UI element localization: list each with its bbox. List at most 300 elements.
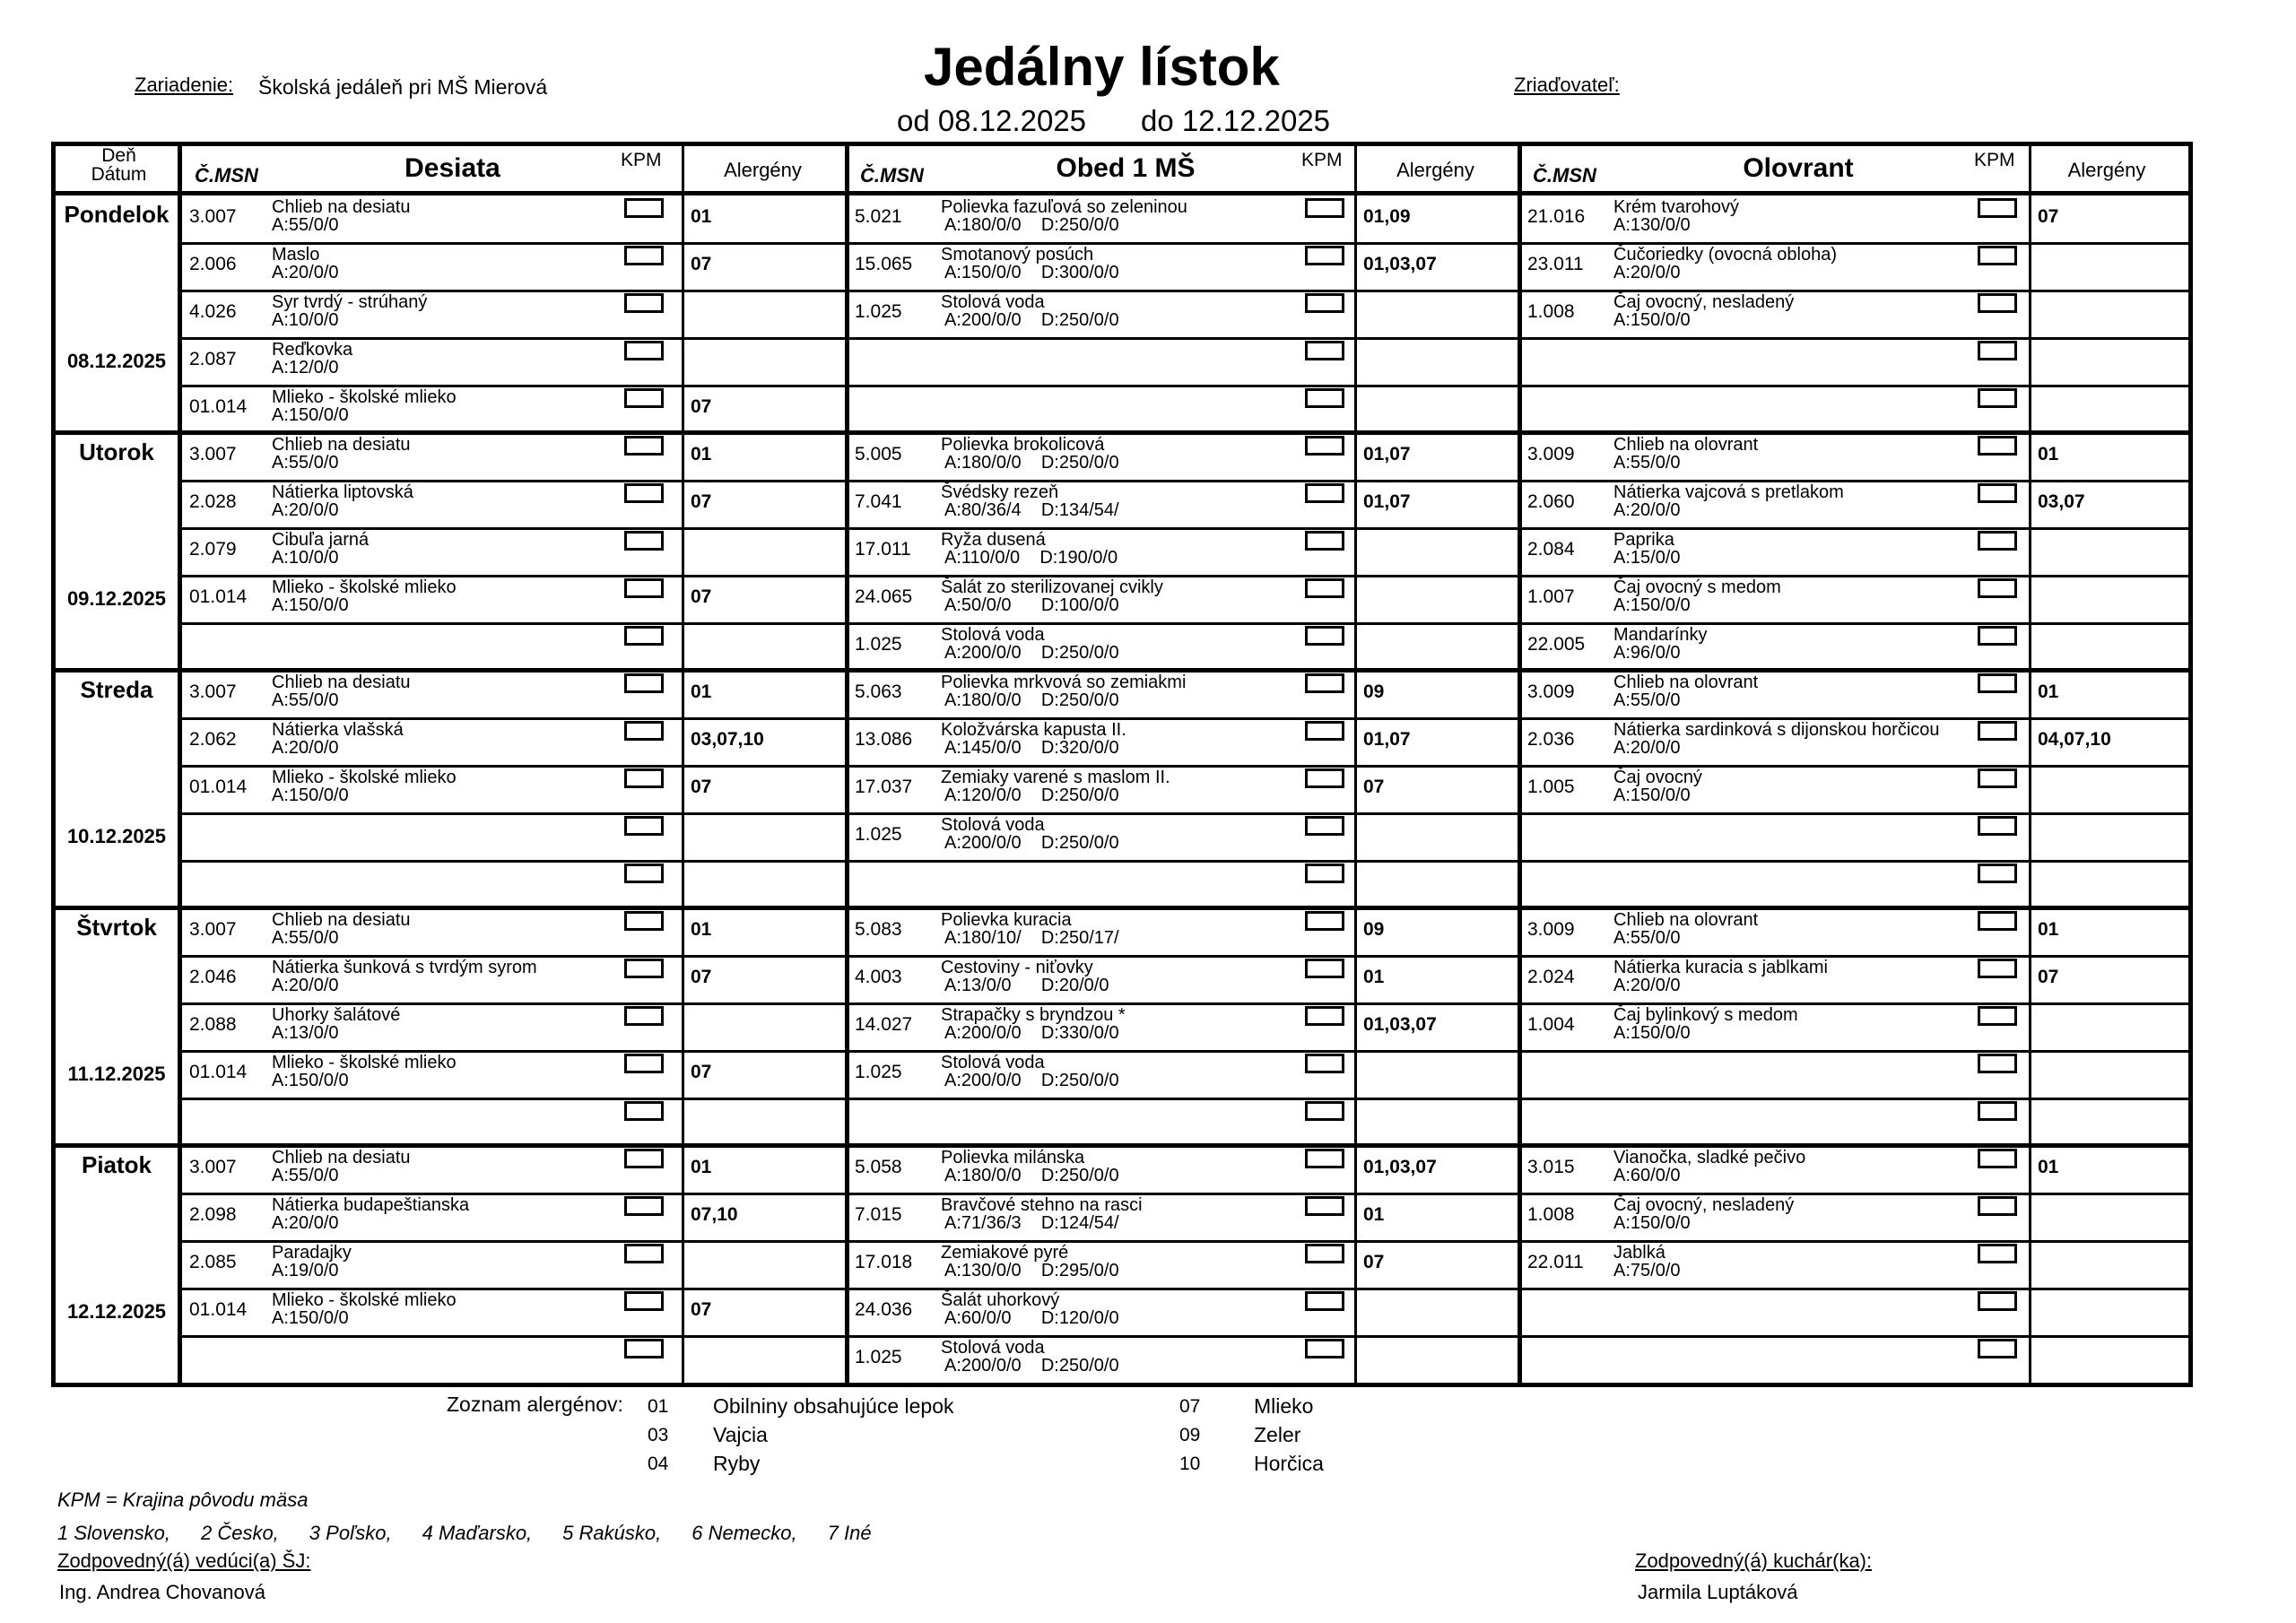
- item-portion: A:20/0/0: [272, 1213, 339, 1233]
- item-portion: A:150/0/0: [1613, 310, 1691, 330]
- menu-item: [1520, 1336, 2188, 1384]
- menu-item: [1520, 338, 2188, 386]
- item-name: Chlieb na olovrant: [1613, 910, 1759, 930]
- header-kpm: KPM: [1974, 150, 2015, 170]
- item-name: Chlieb na desiatu: [272, 673, 411, 692]
- menu-item: [848, 195, 1520, 243]
- menu-item: [848, 1098, 1520, 1146]
- item-name: Nátierka šunková s tvrdým syrom: [272, 958, 537, 977]
- kpm-checkbox[interactable]: [1305, 1244, 1344, 1263]
- menu-item: [848, 956, 1520, 1003]
- item-name: Chlieb na desiatu: [272, 910, 411, 930]
- item-name: Chlieb na desiatu: [272, 1148, 411, 1167]
- menu-item: [182, 1146, 848, 1193]
- item-allergens: 07: [1363, 777, 1385, 797]
- item-portion: A:19/0/0: [272, 1261, 339, 1280]
- header-meal-1: Obed 1 MŠ: [1056, 153, 1196, 183]
- allergen-code: 09: [1179, 1425, 1201, 1445]
- item-name: Polievka brokolicová: [941, 435, 1105, 455]
- kpm-checkbox[interactable]: [1305, 436, 1344, 456]
- item-allergens: 01: [2038, 444, 2059, 464]
- menu-item: [848, 861, 1520, 908]
- menu-item: [848, 291, 1520, 338]
- item-portion: A:180/0/0 D:250/0/0: [944, 215, 1119, 235]
- kpm-checkbox[interactable]: [1305, 1196, 1344, 1216]
- item-portion: A:200/0/0 D:250/0/0: [944, 310, 1119, 330]
- menu-item: [182, 386, 848, 433]
- menu-item: [1520, 766, 2188, 813]
- menu-item: [1520, 671, 2188, 718]
- item-code: 01.014: [189, 1299, 248, 1320]
- item-allergens: 07: [691, 396, 712, 417]
- item-code: 22.011: [1527, 1252, 1584, 1272]
- kpm-checkbox[interactable]: [1305, 1339, 1344, 1358]
- kpm-checkbox[interactable]: [1978, 1149, 2017, 1168]
- kpm-checkbox[interactable]: [624, 1196, 664, 1216]
- header-meal-0: Desiata: [404, 153, 500, 183]
- item-code: 3.009: [1527, 681, 1575, 702]
- menu-item: [1520, 1146, 2188, 1193]
- item-allergens: 01: [691, 919, 712, 940]
- item-code: 23.011: [1527, 254, 1584, 274]
- item-name: Nátierka budapeštianska: [272, 1195, 470, 1215]
- item-portion: A:110/0/0 D:190/0/0: [944, 548, 1118, 568]
- kpm-checkbox[interactable]: [1978, 246, 2017, 265]
- menu-item: [848, 528, 1520, 576]
- item-code: 7.041: [855, 491, 902, 512]
- menu-item: [182, 813, 848, 861]
- item-code: 1.004: [1527, 1014, 1575, 1035]
- kpm-checkbox[interactable]: [624, 1101, 664, 1121]
- item-name: Mlieko - školské mlieko: [272, 387, 457, 407]
- menu-item: [1520, 1193, 2188, 1241]
- allergen-code: 04: [648, 1454, 669, 1474]
- item-name: Polievka milánska: [941, 1148, 1085, 1167]
- item-allergens: 01,07: [1363, 444, 1411, 464]
- kpm-checkbox[interactable]: [1978, 1244, 2017, 1263]
- kpm-checkbox[interactable]: [1305, 1101, 1344, 1121]
- menu-item: [182, 1336, 848, 1384]
- item-name: Maslo: [272, 245, 320, 265]
- item-portion: A:150/0/0 D:300/0/0: [944, 263, 1119, 282]
- allergen-code: 03: [648, 1425, 669, 1445]
- item-portion: A:20/0/0: [272, 500, 339, 520]
- kpm-checkbox[interactable]: [1978, 816, 2017, 836]
- item-allergens: 01: [691, 1157, 712, 1177]
- menu-item: [848, 243, 1520, 291]
- menu-item: [1520, 481, 2188, 528]
- item-name: Zemiaky varené s maslom II.: [941, 768, 1170, 787]
- item-code: 2.036: [1527, 729, 1575, 750]
- header-msn: Č.MSN: [195, 164, 258, 187]
- facility-label: Zariadenie:: [135, 74, 234, 96]
- item-allergens: 01: [691, 206, 712, 227]
- kpm-checkbox[interactable]: [1978, 721, 2017, 741]
- item-portion: A:200/0/0 D:250/0/0: [944, 1356, 1119, 1376]
- menu-item: [182, 1098, 848, 1146]
- item-name: Šalát zo sterilizovanej cvikly: [941, 577, 1163, 597]
- kpm-country: 6 Nemecko,: [691, 1522, 797, 1544]
- kpm-checkbox[interactable]: [624, 911, 664, 931]
- kpm-checkbox[interactable]: [1978, 293, 2017, 313]
- item-code: 2.085: [189, 1252, 237, 1272]
- item-code: 01.014: [189, 396, 248, 417]
- menu-item: [1520, 908, 2188, 956]
- item-code: 1.025: [855, 1062, 902, 1082]
- kpm-checkbox[interactable]: [1978, 341, 2017, 360]
- item-code: 5.005: [855, 444, 902, 464]
- menu-item: [848, 1146, 1520, 1193]
- kpm-checkbox[interactable]: [624, 864, 664, 883]
- menu-item: [182, 623, 848, 671]
- kpm-checkbox[interactable]: [1305, 246, 1344, 265]
- menu-item: [182, 528, 848, 576]
- item-code: 1.025: [855, 1347, 902, 1367]
- kpm-checkbox[interactable]: [624, 531, 664, 551]
- item-portion: A:13/0/0 D:20/0/0: [944, 976, 1109, 995]
- kpm-checkbox[interactable]: [624, 483, 664, 503]
- header-day: [56, 146, 182, 184]
- kpm-checkbox[interactable]: [624, 721, 664, 741]
- item-name: Paprika: [1613, 530, 1674, 550]
- item-name: Syr tvrdý - strúhaný: [272, 292, 428, 312]
- kpm-checkbox[interactable]: [1978, 1006, 2017, 1026]
- item-code: 01.014: [189, 777, 248, 797]
- menu-item: [1520, 195, 2188, 243]
- item-name: Nátierka vlašská: [272, 720, 404, 740]
- kpm-checkbox[interactable]: [624, 673, 664, 693]
- item-portion: A:180/0/0 D:250/0/0: [944, 1166, 1119, 1185]
- item-allergens: 07: [691, 1062, 712, 1082]
- item-code: 1.005: [1527, 777, 1575, 797]
- item-portion: A:10/0/0: [272, 310, 339, 330]
- kpm-checkbox[interactable]: [624, 198, 664, 218]
- item-portion: A:150/0/0: [272, 595, 349, 615]
- menu-item: [848, 623, 1520, 671]
- kpm-checkbox[interactable]: [1978, 483, 2017, 503]
- kpm-definition: KPM = Krajina pôvodu mäsa: [57, 1488, 309, 1511]
- item-name: Stolová voda: [941, 815, 1045, 835]
- day-name: Utorok: [79, 438, 154, 465]
- item-portion: A:20/0/0: [1613, 738, 1681, 758]
- item-name: Stolová voda: [941, 1338, 1045, 1358]
- item-code: 2.079: [189, 539, 237, 560]
- kpm-checkbox[interactable]: [1978, 1054, 2017, 1073]
- item-code: 2.098: [189, 1204, 237, 1225]
- item-name: Paradajky: [272, 1243, 352, 1263]
- day-name: Štvrtok: [76, 914, 157, 941]
- item-allergens: 01: [691, 444, 712, 464]
- menu-item: [182, 1289, 848, 1336]
- item-code: 3.007: [189, 681, 237, 702]
- item-code: 5.063: [855, 681, 902, 702]
- menu-item: [1520, 243, 2188, 291]
- item-portion: A:180/10/ D:250/17/: [944, 928, 1119, 948]
- item-portion: A:55/0/0: [272, 928, 339, 948]
- kpm-checkbox[interactable]: [1305, 293, 1344, 313]
- item-name: Mlieko - školské mlieko: [272, 1053, 457, 1072]
- header-msn: Č.MSN: [860, 164, 924, 187]
- item-name: Chlieb na desiatu: [272, 197, 411, 217]
- kpm-checkbox[interactable]: [1978, 531, 2017, 551]
- kpm-checkbox[interactable]: [1305, 721, 1344, 741]
- menu-item: [182, 908, 848, 956]
- header-meal-2: Olovrant: [1743, 153, 1854, 183]
- item-allergens: 07: [691, 777, 712, 797]
- menu-item: [848, 671, 1520, 718]
- item-name: Nátierka liptovská: [272, 482, 413, 502]
- item-portion: A:150/0/0: [1613, 785, 1691, 805]
- kpm-country: 2 Česko,: [200, 1522, 279, 1544]
- item-portion: A:13/0/0: [272, 1023, 339, 1043]
- menu-item: [1520, 433, 2188, 481]
- item-allergens: 01,07: [1363, 491, 1411, 512]
- kpm-checkbox[interactable]: [1305, 864, 1344, 883]
- item-code: 3.009: [1527, 919, 1575, 940]
- kpm-checkbox[interactable]: [1978, 198, 2017, 218]
- item-code: 7.015: [855, 1204, 902, 1225]
- kpm-checkbox[interactable]: [1305, 1054, 1344, 1073]
- kpm-checkbox[interactable]: [1305, 768, 1344, 788]
- item-portion: A:71/36/3 D:124/54/: [944, 1213, 1119, 1233]
- allergen-name: Ryby: [713, 1452, 761, 1475]
- item-code: 5.021: [855, 206, 902, 227]
- item-name: Čaj ovocný, nesladený: [1613, 1195, 1795, 1215]
- kpm-checkbox[interactable]: [1305, 388, 1344, 408]
- item-portion: A:150/0/0: [272, 785, 349, 805]
- kpm-checkbox[interactable]: [1305, 1006, 1344, 1026]
- kpm-checkbox[interactable]: [1305, 341, 1344, 360]
- item-name: Cibuľa jarná: [272, 530, 370, 550]
- menu-item: [182, 338, 848, 386]
- menu-item: [1520, 291, 2188, 338]
- kpm-checkbox[interactable]: [1978, 911, 2017, 931]
- item-code: 2.046: [189, 967, 237, 987]
- allergen-name: Vajcia: [713, 1423, 768, 1446]
- item-name: Uhorky šalátové: [272, 1005, 401, 1025]
- item-allergens: 01,03,07: [1363, 1014, 1437, 1035]
- menu-item: [182, 243, 848, 291]
- item-name: Čaj bylinkový s medom: [1613, 1005, 1798, 1025]
- menu-item: [848, 1193, 1520, 1241]
- kpm-checkbox[interactable]: [624, 246, 664, 265]
- kpm-checkbox[interactable]: [1305, 911, 1344, 931]
- item-portion: A:55/0/0: [272, 1166, 339, 1185]
- item-code: 3.007: [189, 206, 237, 227]
- item-allergens: 07,10: [691, 1204, 738, 1225]
- item-name: Stolová voda: [941, 1053, 1045, 1072]
- kpm-checkbox[interactable]: [1978, 1101, 2017, 1121]
- menu-item: [848, 1241, 1520, 1289]
- kpm-checkbox[interactable]: [624, 293, 664, 313]
- kpm-checkbox[interactable]: [1305, 198, 1344, 218]
- item-name: Nátierka sardinková s dijonskou horčicou: [1613, 720, 1940, 740]
- kpm-checkbox[interactable]: [624, 816, 664, 836]
- menu-item: [848, 813, 1520, 861]
- kpm-checkbox[interactable]: [1305, 816, 1344, 836]
- item-portion: A:20/0/0: [1613, 500, 1681, 520]
- kpm-checkbox[interactable]: [624, 436, 664, 456]
- item-allergens: 07: [691, 586, 712, 607]
- item-portion: A:180/0/0 D:250/0/0: [944, 690, 1119, 710]
- menu-item: [848, 386, 1520, 433]
- header-kpm: KPM: [1301, 150, 1343, 170]
- item-name: Nátierka vajcová s pretlakom: [1613, 482, 1844, 502]
- kpm-checkbox[interactable]: [1978, 1291, 2017, 1311]
- menu-item: [848, 1289, 1520, 1336]
- item-code: 2.087: [189, 349, 237, 369]
- allergen-code: 07: [1179, 1396, 1201, 1417]
- item-allergens: 03,07,10: [691, 729, 764, 750]
- item-code: 1.025: [855, 301, 902, 322]
- day-date: 08.12.2025: [66, 350, 167, 372]
- allergen-list-label: Zoznam alergénov:: [447, 1393, 623, 1416]
- item-name: Mandarínky: [1613, 625, 1708, 645]
- item-portion: A:55/0/0: [1613, 690, 1681, 710]
- kpm-checkbox[interactable]: [1978, 864, 2017, 883]
- kpm-checkbox[interactable]: [1978, 626, 2017, 646]
- menu-item: [848, 433, 1520, 481]
- kpm-checkbox[interactable]: [624, 768, 664, 788]
- kpm-checkbox[interactable]: [624, 341, 664, 360]
- item-name: Zemiakové pyré: [941, 1243, 1069, 1263]
- menu-item: [182, 1003, 848, 1051]
- kpm-checkbox[interactable]: [624, 388, 664, 408]
- item-portion: A:20/0/0: [272, 263, 339, 282]
- item-portion: A:15/0/0: [1613, 548, 1681, 568]
- header-allergens: Alergény: [724, 159, 802, 181]
- day-name: Piatok: [81, 1151, 152, 1178]
- kpm-checkbox[interactable]: [624, 1006, 664, 1026]
- item-portion: A:60/0/0 D:120/0/0: [944, 1308, 1119, 1328]
- kpm-checkbox[interactable]: [1978, 578, 2017, 598]
- item-code: 2.024: [1527, 967, 1575, 987]
- item-code: 24.036: [855, 1299, 913, 1320]
- item-allergens: 07: [2038, 967, 2059, 987]
- kpm-checkbox[interactable]: [624, 1291, 664, 1311]
- kpm-checkbox[interactable]: [624, 1339, 664, 1358]
- menu-item: [1520, 528, 2188, 576]
- menu-item: [182, 195, 848, 243]
- menu-item: [182, 291, 848, 338]
- menu-item: [1520, 1098, 2188, 1146]
- item-name: Cestoviny - niťovky: [941, 958, 1093, 977]
- item-name: Stolová voda: [941, 292, 1045, 312]
- item-portion: A:150/0/0: [272, 1308, 349, 1328]
- item-code: 13.086: [855, 729, 913, 750]
- item-allergens: 07: [691, 491, 712, 512]
- menu-item: [848, 1051, 1520, 1098]
- item-portion: A:10/0/0: [272, 548, 339, 568]
- item-portion: A:55/0/0: [272, 215, 339, 235]
- item-name: Mlieko - školské mlieko: [272, 1290, 457, 1310]
- item-name: Čaj ovocný: [1613, 768, 1702, 787]
- menu-item: [1520, 718, 2188, 766]
- kpm-checkbox[interactable]: [1978, 388, 2017, 408]
- item-code: 1.025: [855, 634, 902, 655]
- item-name: Chlieb na olovrant: [1613, 673, 1759, 692]
- item-allergens: 03,07: [2038, 491, 2085, 512]
- menu-item: [1520, 1051, 2188, 1098]
- kpm-checkbox[interactable]: [1305, 1149, 1344, 1168]
- menu-table: [51, 142, 2193, 1387]
- item-portion: A:20/0/0: [1613, 263, 1681, 282]
- kpm-checkbox[interactable]: [1978, 673, 2017, 693]
- kpm-checkbox[interactable]: [624, 959, 664, 978]
- item-portion: A:75/0/0: [1613, 1261, 1681, 1280]
- header-date-label: Dátum: [91, 164, 147, 185]
- item-portion: A:96/0/0: [1613, 643, 1681, 663]
- kpm-checkbox[interactable]: [1305, 959, 1344, 978]
- item-code: 1.025: [855, 824, 902, 845]
- kpm-checkbox[interactable]: [624, 1149, 664, 1168]
- item-code: 2.028: [189, 491, 237, 512]
- menu-item: [1520, 813, 2188, 861]
- item-code: 01.014: [189, 586, 248, 607]
- item-code: 3.007: [189, 919, 237, 940]
- kpm-checkbox[interactable]: [624, 578, 664, 598]
- kpm-country: 1 Slovensko,: [57, 1522, 170, 1544]
- kpm-checkbox[interactable]: [1305, 1291, 1344, 1311]
- item-code: 21.016: [1527, 206, 1586, 227]
- item-code: 2.084: [1527, 539, 1575, 560]
- kpm-checkbox[interactable]: [1305, 483, 1344, 503]
- item-allergens: 01,07: [1363, 729, 1411, 750]
- day-name: Streda: [80, 676, 153, 703]
- item-name: Čučoriedky (ovocná obloha): [1613, 245, 1838, 265]
- day-date: 11.12.2025: [67, 1063, 166, 1085]
- allergen-name: Horčica: [1254, 1452, 1324, 1475]
- kpm-country: 3 Poľsko,: [309, 1522, 392, 1544]
- item-allergens: 01: [2038, 681, 2059, 702]
- item-code: 22.005: [1527, 634, 1586, 655]
- menu-item: [848, 766, 1520, 813]
- manager-name: Ing. Andrea Chovanová: [59, 1581, 265, 1603]
- item-name: Chlieb na desiatu: [272, 435, 411, 455]
- item-portion: A:20/0/0: [272, 738, 339, 758]
- kpm-checkbox[interactable]: [1305, 578, 1344, 598]
- item-allergens: 01,03,07: [1363, 254, 1437, 274]
- kpm-checkbox[interactable]: [624, 1054, 664, 1073]
- kpm-checkbox[interactable]: [1978, 959, 2017, 978]
- kpm-checkbox[interactable]: [1978, 768, 2017, 788]
- allergen-code: 01: [648, 1396, 669, 1417]
- item-code: 15.065: [855, 254, 913, 274]
- kpm-checkbox[interactable]: [1305, 673, 1344, 693]
- item-name: Vianočka, sladké pečivo: [1613, 1148, 1806, 1167]
- menu-item: [848, 576, 1520, 623]
- item-allergens: 07: [1363, 1252, 1385, 1272]
- kpm-checkbox[interactable]: [1305, 626, 1344, 646]
- allergen-name: Mlieko: [1254, 1394, 1314, 1418]
- item-code: 2.060: [1527, 491, 1575, 512]
- kpm-checkbox[interactable]: [1305, 531, 1344, 551]
- kpm-checkbox[interactable]: [1978, 1339, 2017, 1358]
- kpm-country: 7 Iné: [827, 1522, 872, 1544]
- kpm-checkbox[interactable]: [1978, 436, 2017, 456]
- allergen-name: Obilniny obsahujúce lepok: [713, 1394, 954, 1418]
- kpm-checkbox[interactable]: [1978, 1196, 2017, 1216]
- menu-item: [1520, 1289, 2188, 1336]
- item-name: Stolová voda: [941, 625, 1045, 645]
- item-code: 17.018: [855, 1252, 913, 1272]
- date-from: od 08.12.2025: [897, 104, 1087, 137]
- menu-item: [848, 1336, 1520, 1384]
- kpm-checkbox[interactable]: [624, 626, 664, 646]
- menu-item: [182, 671, 848, 718]
- item-portion: A:200/0/0 D:250/0/0: [944, 833, 1119, 853]
- kpm-checkbox[interactable]: [624, 1244, 664, 1263]
